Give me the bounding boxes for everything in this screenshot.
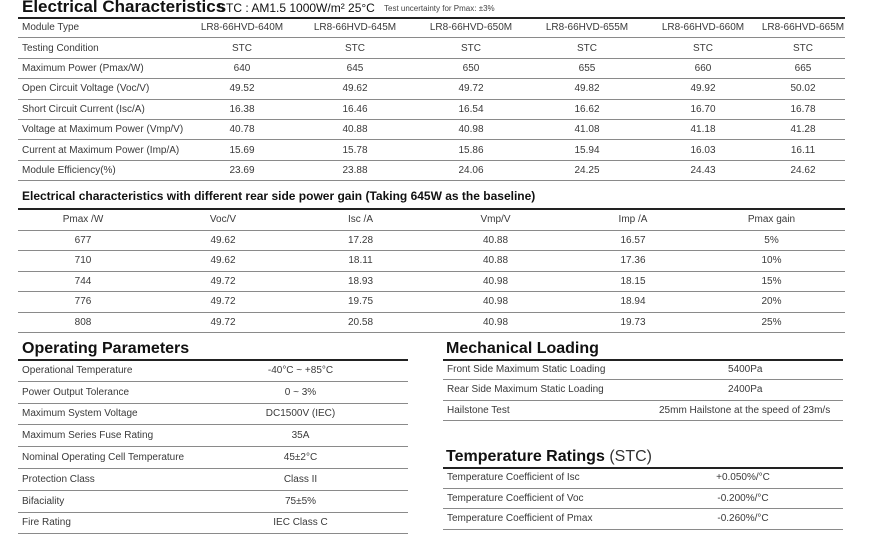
op-value-cell: Class II — [193, 468, 408, 490]
rear-value-cell: 17.28 — [298, 230, 423, 251]
op-label-cell: Power Output Tolerance — [18, 381, 193, 403]
rear-value-cell: 18.93 — [298, 271, 423, 292]
ec-label-cell: Maximum Power (Pmax/W) — [18, 58, 187, 78]
ec-value-cell: LR8-66HVD-660M — [645, 18, 761, 38]
temp-table — [443, 468, 843, 530]
ec-value-cell: 41.28 — [761, 119, 845, 139]
temp-label-cell: Temperature Coefficient of Pmax — [443, 509, 643, 530]
temp-label-cell: Temperature Coefficient of Voc — [443, 488, 643, 509]
ec-value-cell: LR8-66HVD-650M — [413, 18, 529, 38]
op-value-cell: DC1500V (IEC) — [193, 403, 408, 425]
op-label-cell: Bifaciality — [18, 490, 193, 512]
mech-value-cell: 5400Pa — [643, 360, 843, 380]
ec-row — [18, 140, 845, 160]
op-row — [18, 447, 408, 469]
ec-value-cell: 40.88 — [297, 119, 413, 139]
temp-heading — [446, 448, 652, 466]
rear-value-cell: 49.72 — [148, 271, 298, 292]
ec-value-cell: STC — [187, 38, 297, 58]
ec-value-cell: LR8-66HVD-655M — [529, 18, 645, 38]
rear-value-cell: 49.72 — [148, 312, 298, 333]
ec-value-cell: 16.11 — [761, 140, 845, 160]
rear-label-cell: 808 — [18, 312, 148, 333]
ec-value-cell: 50.02 — [761, 79, 845, 99]
rear-title: Electrical characteristics with different rear side power gain (Taking 645W as the baseline) — [22, 189, 536, 203]
rear-table — [18, 210, 845, 333]
rear-header-cell: Pmax /W — [18, 210, 148, 230]
ec-value-cell: 16.38 — [187, 99, 297, 119]
mech-label-cell: Front Side Maximum Static Loading — [443, 360, 643, 380]
rear-value-cell: 18.11 — [298, 251, 423, 272]
op-value-cell: IEC Class C — [193, 512, 408, 534]
ec-value-cell: 24.06 — [413, 160, 529, 180]
rear-row — [18, 292, 845, 313]
op-value-cell: 75±5% — [193, 490, 408, 512]
rear-row — [18, 271, 845, 292]
rear-value-cell: 40.98 — [423, 312, 568, 333]
op-label-cell: Fire Rating — [18, 512, 193, 534]
ec-value-cell: 16.54 — [413, 99, 529, 119]
mech-value-cell: 25mm Hailstone at the speed of 23m/s — [643, 400, 843, 420]
rear-value-cell: 16.57 — [568, 230, 698, 251]
ec-value-cell: 645 — [297, 58, 413, 78]
ec-value-cell: 16.46 — [297, 99, 413, 119]
ec-value-cell: STC — [645, 38, 761, 58]
ec-value-cell: 49.62 — [297, 79, 413, 99]
ec-value-cell: 665 — [761, 58, 845, 78]
ec-value-cell: 660 — [645, 58, 761, 78]
ec-value-cell: 40.78 — [187, 119, 297, 139]
ec-stc-condition: STC : AM1.5 1000W/m² 25°C — [218, 1, 375, 15]
ec-value-cell: 49.72 — [413, 79, 529, 99]
temp-title-suffix: (STC) — [609, 448, 652, 465]
ec-value-cell: 640 — [187, 58, 297, 78]
ec-value-cell: 15.94 — [529, 140, 645, 160]
ec-row — [18, 58, 845, 78]
rear-row — [18, 251, 845, 272]
op-title: Operating Parameters — [22, 340, 190, 357]
op-value-cell: -40°C ~ +85°C — [193, 360, 408, 381]
rear-value-cell: 49.62 — [148, 251, 298, 272]
ec-label-cell: Testing Condition — [18, 38, 187, 58]
op-label-cell: Maximum System Voltage — [18, 403, 193, 425]
rear-label-cell: 776 — [18, 292, 148, 313]
op-label-cell: Protection Class — [18, 468, 193, 490]
ec-uncertainty-note: Test uncertainty for Pmax: ±3% — [384, 4, 495, 13]
op-row — [18, 512, 408, 534]
ec-value-cell: STC — [413, 38, 529, 58]
mech-row — [443, 360, 843, 380]
rear-label-cell: 677 — [18, 230, 148, 251]
op-table — [18, 360, 408, 534]
op-row — [18, 403, 408, 425]
ec-row — [18, 160, 845, 180]
rear-value-cell: 40.88 — [423, 251, 568, 272]
temp-value-cell: +0.050%/°C — [643, 468, 843, 488]
temp-value-cell: -0.200%/°C — [643, 488, 843, 509]
ec-label-cell: Short Circuit Current (Isc/A) — [18, 99, 187, 119]
rear-value-cell: 25% — [698, 312, 845, 333]
temp-row — [443, 509, 843, 530]
ec-value-cell: 15.78 — [297, 140, 413, 160]
op-row — [18, 425, 408, 447]
mech-title: Mechanical Loading — [446, 340, 599, 357]
ec-value-cell: 49.52 — [187, 79, 297, 99]
ec-label-cell: Module Type — [18, 18, 187, 38]
ec-value-cell: 23.69 — [187, 160, 297, 180]
ec-value-cell: 40.98 — [413, 119, 529, 139]
ec-value-cell: STC — [529, 38, 645, 58]
ec-title: Electrical Characteristics — [22, 0, 226, 16]
op-value-cell: 45±2°C — [193, 447, 408, 469]
ec-value-cell: 16.03 — [645, 140, 761, 160]
ec-row — [18, 119, 845, 139]
ec-value-cell: STC — [761, 38, 845, 58]
ec-value-cell: LR8-66HVD-645M — [297, 18, 413, 38]
mech-label-cell: Rear Side Maximum Static Loading — [443, 380, 643, 400]
rear-value-cell: 40.98 — [423, 271, 568, 292]
ec-value-cell: 49.82 — [529, 79, 645, 99]
op-value-cell: 0 ~ 3% — [193, 381, 408, 403]
op-row — [18, 490, 408, 512]
temp-title: Temperature Ratings — [446, 448, 605, 465]
ec-value-cell: 24.25 — [529, 160, 645, 180]
ec-label-cell: Module Efficiency(%) — [18, 160, 187, 180]
rear-value-cell: 19.73 — [568, 312, 698, 333]
rear-value-cell: 49.72 — [148, 292, 298, 313]
mech-row — [443, 380, 843, 400]
ec-value-cell: 15.69 — [187, 140, 297, 160]
rear-value-cell: 20% — [698, 292, 845, 313]
ec-value-cell: STC — [297, 38, 413, 58]
ec-row — [18, 79, 845, 99]
temp-row — [443, 488, 843, 509]
op-label-cell: Nominal Operating Cell Temperature — [18, 447, 193, 469]
ec-value-cell: 23.88 — [297, 160, 413, 180]
temp-label-cell: Temperature Coefficient of Isc — [443, 468, 643, 488]
temp-row — [443, 468, 843, 488]
op-row — [18, 468, 408, 490]
op-label-cell: Maximum Series Fuse Rating — [18, 425, 193, 447]
ec-value-cell: 49.92 — [645, 79, 761, 99]
ec-value-cell: 655 — [529, 58, 645, 78]
rear-row — [18, 230, 845, 251]
ec-value-cell: 16.78 — [761, 99, 845, 119]
ec-row — [18, 18, 845, 38]
ec-value-cell: LR8-66HVD-640M — [187, 18, 297, 38]
rear-value-cell: 18.15 — [568, 271, 698, 292]
ec-row — [18, 38, 845, 58]
rear-value-cell: 10% — [698, 251, 845, 272]
op-value-cell: 35A — [193, 425, 408, 447]
ec-value-cell: 16.70 — [645, 99, 761, 119]
rear-label-cell: 744 — [18, 271, 148, 292]
op-row — [18, 381, 408, 403]
rear-label-cell: 710 — [18, 251, 148, 272]
rear-value-cell: 20.58 — [298, 312, 423, 333]
rear-value-cell: 19.75 — [298, 292, 423, 313]
rear-header-cell: Voc/V — [148, 210, 298, 230]
op-label-cell: Operational Temperature — [18, 360, 193, 381]
mech-value-cell: 2400Pa — [643, 380, 843, 400]
ec-value-cell: 24.43 — [645, 160, 761, 180]
ec-row — [18, 99, 845, 119]
ec-table — [18, 18, 845, 181]
ec-value-cell: 24.62 — [761, 160, 845, 180]
ec-label-cell: Voltage at Maximum Power (Vmp/V) — [18, 119, 187, 139]
op-row — [18, 360, 408, 381]
rear-value-cell: 40.88 — [423, 230, 568, 251]
rear-value-cell: 15% — [698, 271, 845, 292]
rear-value-cell: 40.98 — [423, 292, 568, 313]
ec-value-cell: 41.08 — [529, 119, 645, 139]
ec-label-cell: Current at Maximum Power (Imp/A) — [18, 140, 187, 160]
rear-value-cell: 18.94 — [568, 292, 698, 313]
ec-value-cell: 15.86 — [413, 140, 529, 160]
rear-header-cell: Vmp/V — [423, 210, 568, 230]
rear-row — [18, 312, 845, 333]
rear-header-cell: Isc /A — [298, 210, 423, 230]
mech-row — [443, 400, 843, 420]
ec-value-cell: 650 — [413, 58, 529, 78]
rear-header-cell: Imp /A — [568, 210, 698, 230]
rear-value-cell: 17.36 — [568, 251, 698, 272]
rear-header-cell: Pmax gain — [698, 210, 845, 230]
rear-value-cell: 5% — [698, 230, 845, 251]
ec-value-cell: 16.62 — [529, 99, 645, 119]
rear-header-row — [18, 210, 845, 230]
mech-table — [443, 360, 843, 421]
rear-value-cell: 49.62 — [148, 230, 298, 251]
ec-value-cell: 41.18 — [645, 119, 761, 139]
temp-value-cell: -0.260%/°C — [643, 509, 843, 530]
ec-label-cell: Open Circuit Voltage (Voc/V) — [18, 79, 187, 99]
mech-label-cell: Hailstone Test — [443, 400, 643, 420]
ec-value-cell: LR8-66HVD-665M — [761, 18, 845, 38]
